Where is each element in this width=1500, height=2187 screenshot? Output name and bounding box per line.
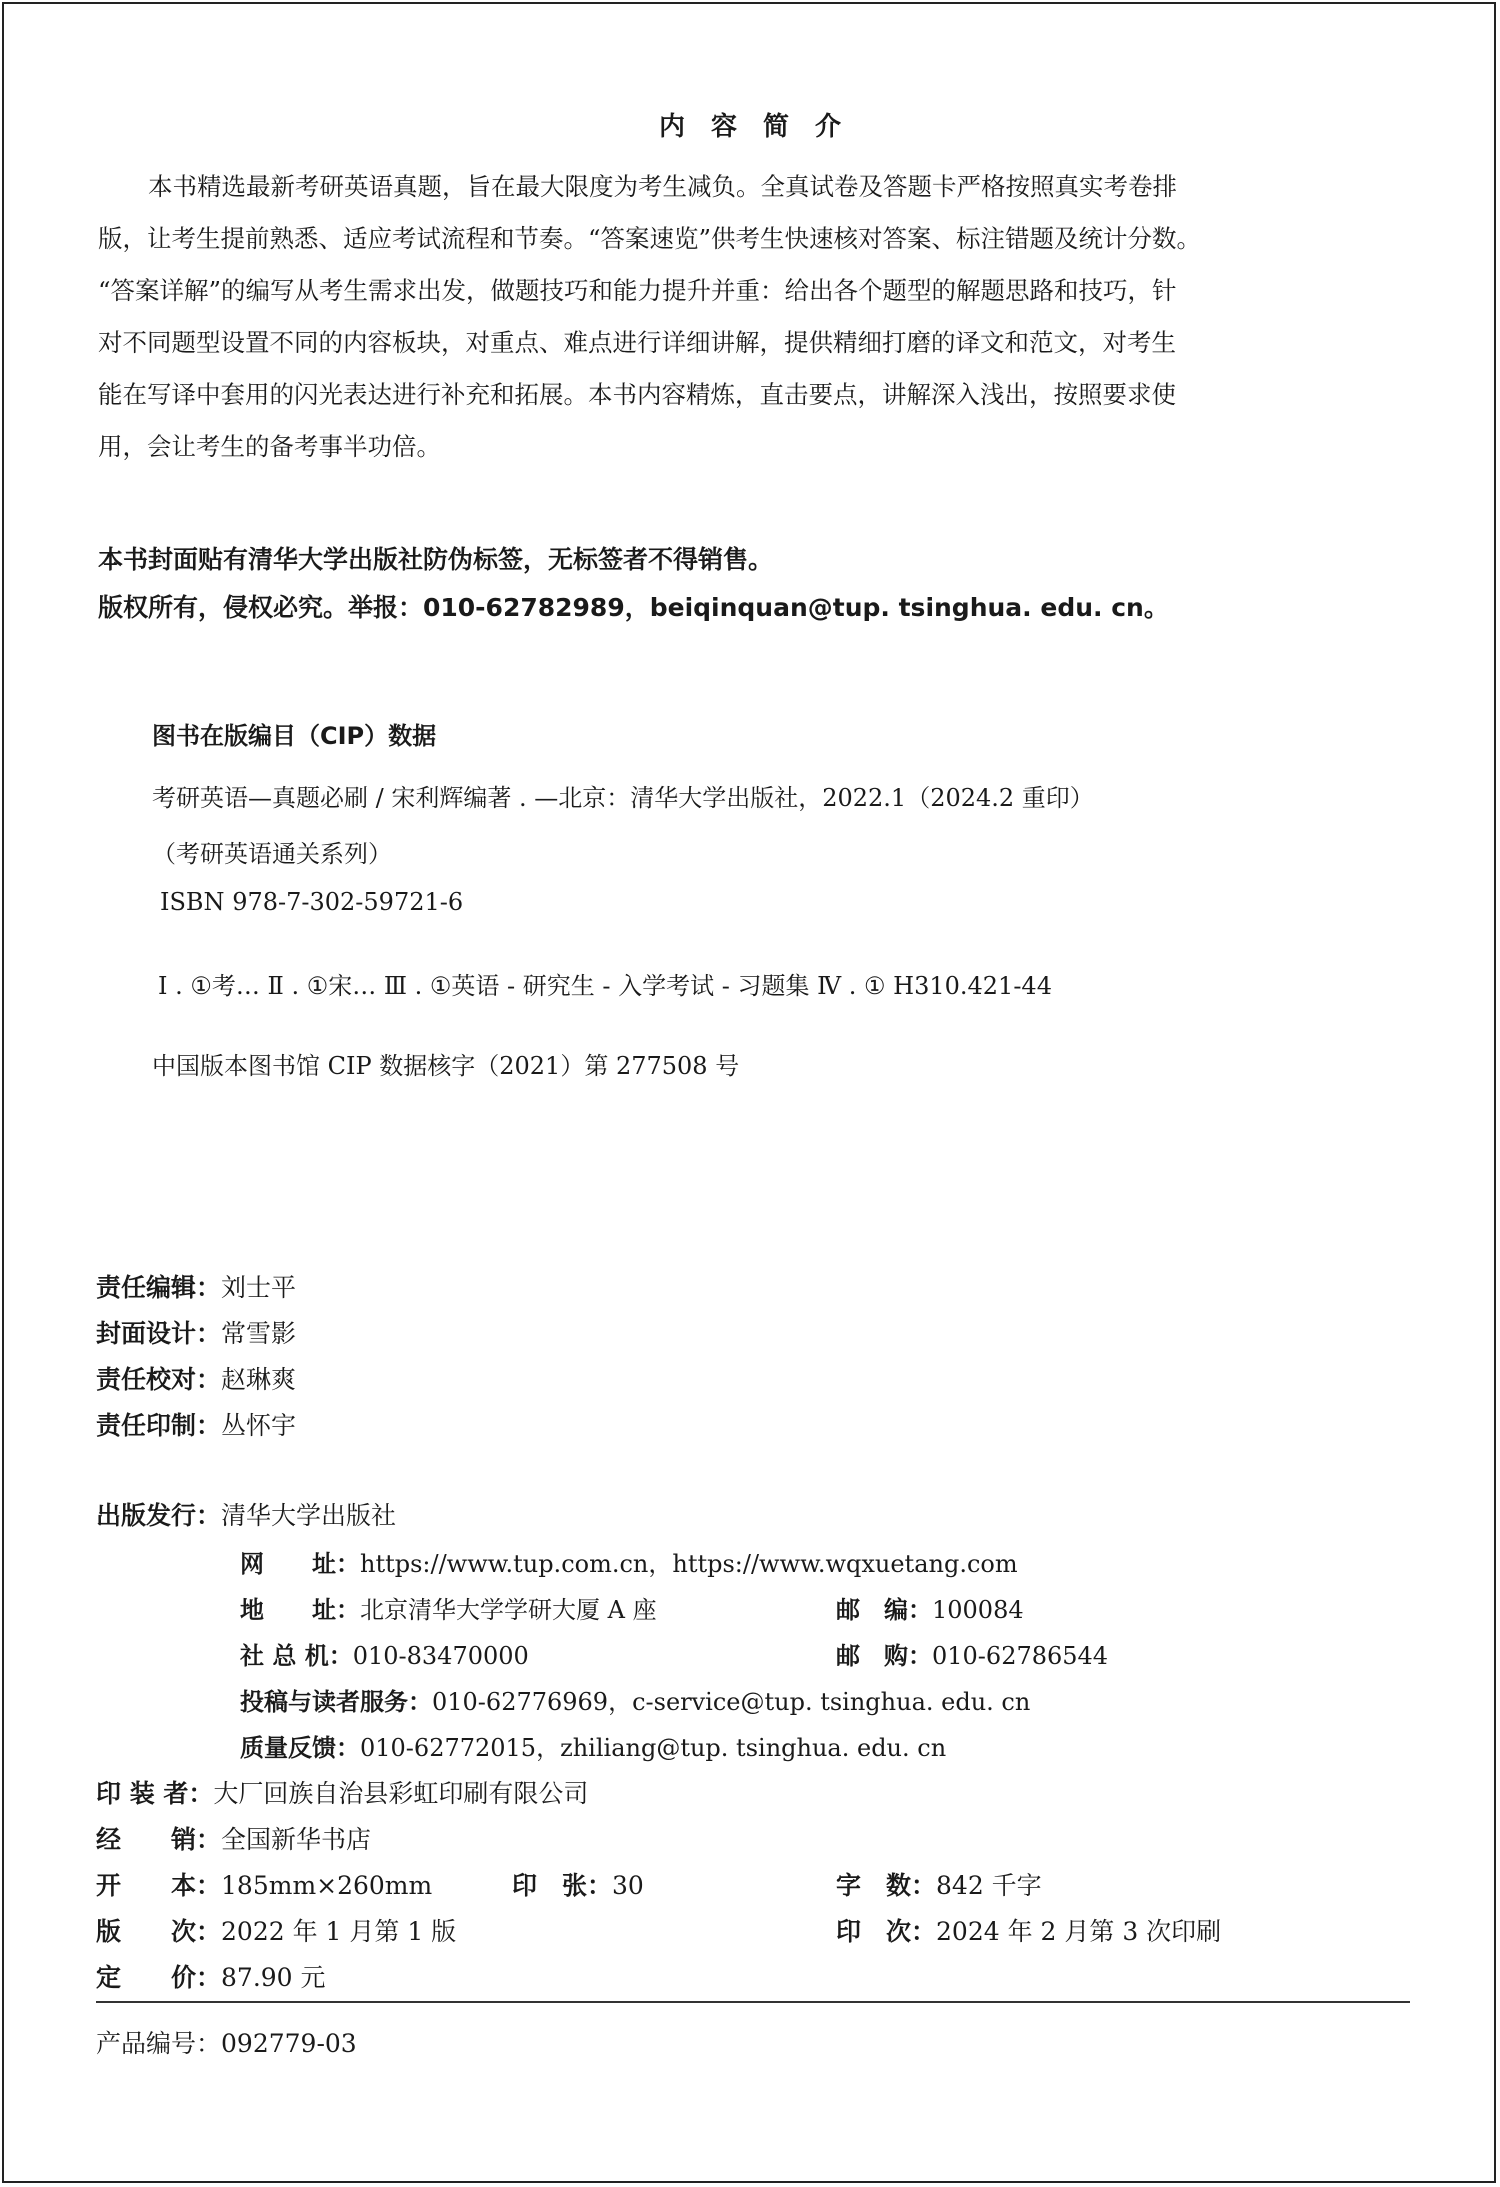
cip-classification-line: Ⅰ . ①考… Ⅱ . ①宋… Ⅲ . ①英语 - 研究生 - 入学考试 - 习题集 Ⅳ . ① H310.421-44	[158, 972, 1052, 1000]
product-code-value: 092779-03	[221, 2029, 357, 2058]
address-value: 北京清华大学学研大厦 A 座	[360, 1596, 657, 1624]
printer-row	[96, 1774, 588, 1810]
cip-title-line: 考研英语—真题必刷 / 宋利辉编著 . —北京：清华大学出版社，2022.1（2024.2 重印）	[152, 784, 1094, 812]
switchboard-row	[240, 1636, 529, 1671]
staff-value: 赵琳爽	[221, 1365, 297, 1394]
sheets-value: 30	[612, 1871, 644, 1900]
printer-label: 印 装 者：	[96, 1779, 214, 1808]
feedback-value: 010-62772015，zhiliang@tup. tsinghua. edu. cn	[360, 1734, 947, 1762]
service-label: 投稿与读者服务：	[240, 1688, 432, 1716]
intro-line: “答案详解”的编写从考生需求出发，做题技巧和能力提升并重：给出各个题型的解题思路和技巧，针	[98, 276, 1177, 305]
feedback-row	[240, 1728, 946, 1763]
cip-heading: 图书在版编目（CIP）数据	[152, 722, 437, 750]
product-code-row	[96, 2024, 357, 2060]
cip-isbn-line: ISBN 978-7-302-59721-6	[160, 888, 464, 916]
printer-value: 大厂回族自治县彩虹印刷有限公司	[213, 1779, 589, 1808]
edition-value: 2022 年 1 月第 1 版	[221, 1917, 457, 1946]
cip-record-line: 中国版本图书馆 CIP 数据核字（2021）第 277508 号	[152, 1052, 740, 1080]
address-label: 地 址：	[240, 1596, 360, 1624]
staff-row-printing-supervisor	[96, 1406, 296, 1442]
postcode-value: 100084	[932, 1596, 1024, 1624]
postcode-row	[836, 1590, 1024, 1625]
feedback-label: 质量反馈：	[240, 1734, 360, 1762]
impression-label: 印 次：	[836, 1917, 937, 1946]
mail-order-label: 邮 购：	[836, 1642, 932, 1670]
website-label: 网 址：	[240, 1550, 360, 1578]
copyright-notice: 版权所有，侵权必究。举报：010-62782989，beiqinquan@tup. tsinghua. edu. cn。	[98, 593, 1169, 622]
words-value: 842 千字	[936, 1871, 1042, 1900]
address-row	[240, 1590, 657, 1625]
staff-row-cover-design	[96, 1314, 296, 1350]
price-value: 87.90 元	[221, 1963, 326, 1992]
intro-line: 用，会让考生的备考事半功倍。	[98, 432, 441, 461]
staff-label: 责任编辑：	[96, 1273, 222, 1302]
format-value: 185mm×260mm	[221, 1871, 433, 1900]
impression-value: 2024 年 2 月第 3 次印刷	[936, 1917, 1222, 1946]
service-row	[240, 1682, 1030, 1717]
staff-row-proofreader	[96, 1360, 296, 1396]
words-row	[836, 1866, 1042, 1902]
distributor-value: 全国新华书店	[221, 1825, 372, 1854]
publisher-row	[96, 1496, 396, 1532]
format-label: 开 本：	[96, 1871, 222, 1900]
intro-line: 版，让考生提前熟悉、适应考试流程和节奏。“答案速览”供考生快速核对答案、标注错题及统计分数。	[98, 224, 1202, 253]
format-row	[96, 1866, 432, 1902]
staff-label: 责任校对：	[96, 1365, 222, 1394]
service-value: 010-62776969，c-service@tup. tsinghua. edu. cn	[432, 1688, 1031, 1716]
words-label: 字 数：	[836, 1871, 937, 1900]
price-row	[96, 1958, 326, 1994]
intro-line: 能在写译中套用的闪光表达进行补充和拓展。本书内容精炼，直击要点，讲解深入浅出，按照要求使	[98, 380, 1176, 409]
intro-line: 对不同题型设置不同的内容板块，对重点、难点进行详细讲解，提供精细打磨的译文和范文，对考生	[98, 328, 1176, 357]
staff-label: 责任印制：	[96, 1411, 222, 1440]
website-row	[240, 1544, 1018, 1579]
edition-label: 版 次：	[96, 1917, 222, 1946]
switchboard-label: 社 总 机：	[240, 1642, 353, 1670]
mail-order-row	[836, 1636, 1108, 1671]
distributor-row	[96, 1820, 371, 1856]
divider	[96, 2001, 1410, 2003]
staff-value: 常雪影	[221, 1319, 297, 1348]
website-value: https://www.tup.com.cn，https://www.wqxuetang.com	[360, 1550, 1018, 1578]
intro-title: 内容简介	[658, 112, 867, 142]
publisher-value: 清华大学出版社	[221, 1501, 397, 1530]
impression-row	[836, 1912, 1221, 1948]
sheets-row	[512, 1866, 644, 1902]
price-label: 定 价：	[96, 1963, 222, 1992]
intro-line: 本书精选最新考研英语真题，旨在最大限度为考生减负。全真试卷及答题卡严格按照真实考卷排	[148, 172, 1177, 201]
distributor-label: 经 销：	[96, 1825, 222, 1854]
staff-row-editor	[96, 1268, 296, 1304]
staff-label: 封面设计：	[96, 1319, 222, 1348]
anti-counterfeit-notice: 本书封面贴有清华大学出版社防伪标签，无标签者不得销售。	[98, 545, 774, 574]
switchboard-value: 010-83470000	[352, 1642, 529, 1670]
edition-row	[96, 1912, 456, 1948]
mail-order-value: 010-62786544	[932, 1642, 1109, 1670]
publisher-label: 出版发行：	[96, 1501, 222, 1530]
staff-value: 刘士平	[221, 1273, 297, 1302]
cip-series-line: （考研英语通关系列）	[152, 840, 392, 868]
sheets-label: 印 张：	[512, 1871, 613, 1900]
staff-value: 丛怀宇	[221, 1411, 297, 1440]
product-code-label: 产品编号：	[96, 2029, 222, 2058]
postcode-label: 邮 编：	[836, 1596, 932, 1624]
